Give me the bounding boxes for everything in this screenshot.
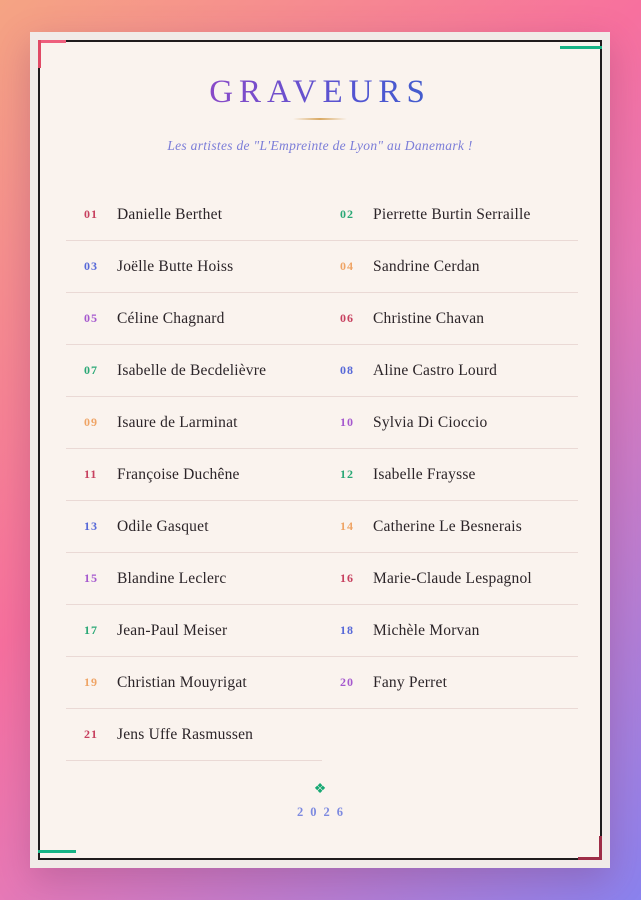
- entry-number: 21: [84, 727, 98, 741]
- entry-name: Christine Chavan: [373, 309, 485, 327]
- list-row: [66, 345, 578, 397]
- page-subtitle: Les artistes de "L'Empreinte de Lyon" au Danemark !: [167, 138, 473, 153]
- entry-number: 17: [84, 623, 98, 637]
- corner-accent-top-right: [560, 46, 602, 49]
- list-item: [322, 345, 578, 396]
- entry-name: Isaure de Larminat: [117, 413, 238, 431]
- corner-accent-bottom-right-vertical: [599, 836, 602, 860]
- list-item: [322, 241, 578, 292]
- list-row: [66, 553, 578, 605]
- list-row: [66, 189, 578, 241]
- entry-name: Odile Gasquet: [117, 517, 209, 535]
- year-label: 2026: [297, 805, 350, 819]
- entry-name: Fany Perret: [373, 673, 448, 691]
- entry-number: 14: [340, 519, 354, 533]
- entry-number: 12: [340, 467, 354, 481]
- entry-name: Céline Chagnard: [117, 309, 225, 327]
- entry-name: Jean-Paul Meiser: [117, 621, 228, 639]
- entry-number: 18: [340, 623, 354, 637]
- entry-number: 20: [340, 675, 354, 689]
- entry-number: 16: [340, 571, 354, 585]
- entry-number: 02: [340, 207, 354, 221]
- list-row: [66, 293, 578, 345]
- list-item: [66, 241, 322, 292]
- list-row: [66, 501, 578, 553]
- list-item: [66, 449, 322, 500]
- corner-accent-bottom-left: [38, 850, 76, 853]
- entry-name: Pierrette Burtin Serraille: [373, 205, 531, 223]
- list-item: [322, 189, 578, 240]
- entry-name: Sylvia Di Cioccio: [373, 413, 488, 431]
- list-item: [66, 709, 322, 761]
- entry-name: Marie-Claude Lespagnol: [373, 569, 532, 587]
- entry-name: Michèle Morvan: [373, 621, 480, 639]
- list-item: [322, 449, 578, 500]
- entry-name: Isabelle Fraysse: [373, 465, 476, 483]
- entry-name: Sandrine Cerdan: [373, 257, 480, 275]
- list-item: [66, 397, 322, 448]
- entry-name: Françoise Duchêne: [117, 465, 240, 483]
- list-item-empty: [322, 709, 578, 761]
- entry-number: 11: [84, 467, 98, 481]
- list-item: [66, 605, 322, 656]
- corner-accent-top-left-vertical: [38, 40, 41, 68]
- entry-number: 08: [340, 363, 354, 377]
- list-item: [322, 501, 578, 552]
- entry-number: 04: [340, 259, 354, 273]
- list-item: [66, 293, 322, 344]
- entry-number: 13: [84, 519, 98, 533]
- entry-number: 01: [84, 207, 98, 221]
- entry-number: 05: [84, 311, 98, 325]
- entry-name: Joëlle Butte Hoiss: [117, 257, 234, 275]
- list-item: [322, 397, 578, 448]
- list-item: [322, 293, 578, 344]
- list-row: [66, 449, 578, 501]
- entry-number: 10: [340, 415, 354, 429]
- list-item: [322, 657, 578, 708]
- list-item: [66, 657, 322, 708]
- entry-number: 09: [84, 415, 98, 429]
- entry-name: Isabelle de Becdelièvre: [117, 361, 267, 379]
- page-title: GRAVEURS: [40, 72, 600, 112]
- list-item: [66, 189, 322, 240]
- entry-number: 19: [84, 675, 98, 689]
- list-row: [66, 709, 578, 761]
- footer: [40, 783, 600, 820]
- entry-number: 03: [84, 259, 98, 273]
- entry-number: 06: [340, 311, 354, 325]
- entry-name: Catherine Le Besnerais: [373, 517, 523, 535]
- poster-inner: [38, 40, 602, 860]
- entry-number: 07: [84, 363, 98, 377]
- list-row: [66, 657, 578, 709]
- entry-name: Blandine Leclerc: [117, 569, 227, 587]
- list-row: [66, 397, 578, 449]
- corner-accent-top-left-horizontal: [38, 40, 66, 43]
- entry-name: Jens Uffe Rasmussen: [117, 725, 254, 743]
- entry-number: 15: [84, 571, 98, 585]
- list-item: [66, 501, 322, 552]
- list-row: [66, 241, 578, 293]
- entry-name: Danielle Berthet: [117, 205, 223, 223]
- entry-name: Aline Castro Lourd: [373, 361, 498, 379]
- list-item: [66, 345, 322, 396]
- list-item: [322, 553, 578, 604]
- list-item: [322, 605, 578, 656]
- list-row: [66, 605, 578, 657]
- diamond-cluster-icon: ❖: [313, 782, 327, 797]
- poster-card: [30, 32, 610, 868]
- list-item: [66, 553, 322, 604]
- entry-name: Christian Mouyrigat: [117, 673, 247, 691]
- title-underline: [293, 118, 347, 120]
- artist-list: [66, 189, 578, 761]
